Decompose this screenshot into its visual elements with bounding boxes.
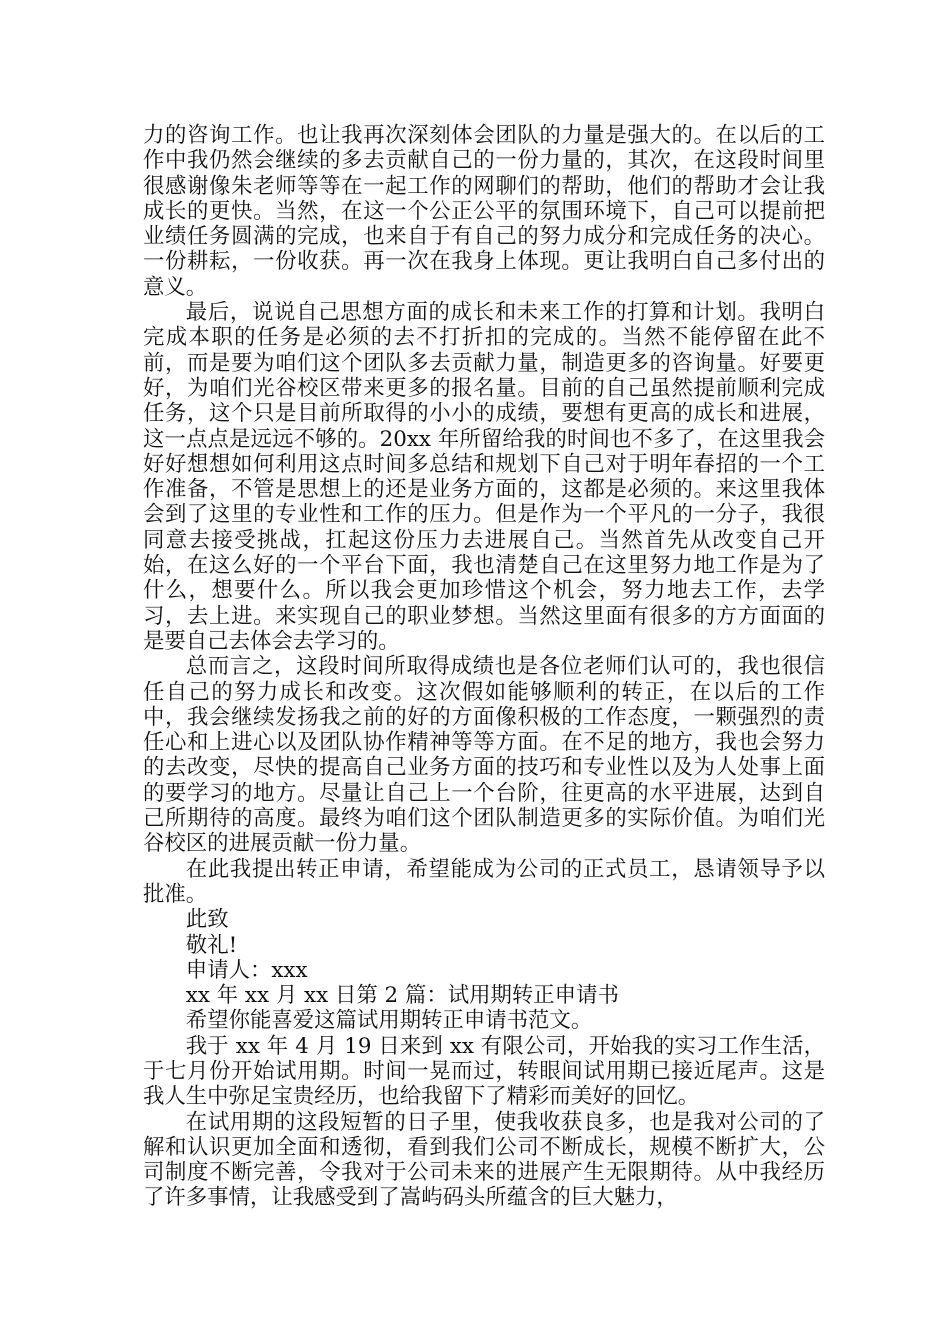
- paragraph-teamwork: 力的咨询工作。也让我再次深刻体会团队的力量是强大的。在以后的工作中我仍然会继续的多去贡献自己的一份力量的，其次，在这段时间里很感谢像朱老师等等在一起工作的网聊们的帮助，他们的帮助才会让我成长的更快。当然，在这一个公正公平的氛围环境下，自己可以提前把业绩任务圆满的完成，也来自于有自己的努力成分和完成任务的决心。一份耕耘，一份收获。再一次在我身上体现。更让我明白自己多付出的意义。: [143, 123, 825, 300]
- paragraph-future-plans: 最后，说说自己思想方面的成长和未来工作的打算和计划。我明白完成本职的任务是必须的去不打折扣的完成的。当然不能停留在此不前，而是要为咱们这个团队多去贡献力量，制造更多的咨询量。好要更好，为咱们光谷校区带来更多的报名量。目前的自己虽然提前顺利完成任务，这个只是目前所取得的小小的成绩，要想有更高的成长和进展，这一点点是远远不够的。20xx 年所留给我的时间也不多了，在这里我会好好想想如何利用这点时间多总结和规划下自己对于明年春招的一个工作准备，不管是思想上的还是业务方面的，这都是必须的。来这里我体会到了这里的专业性和工作的压力。但是作为一个平凡的一分子，我很同意去接受挑战，扛起这份压力去进展自己。当然首先从改变自己开始，在这么好的一个平台下面，我也清楚自己在这里努力地工作是为了什么，想要什么。所以我会更加珍惜这个机会，努力地去工作，去学习，去上进。来实现自己的职业梦想。当然这里面有很多的方方面面的是要自己去体会去学习的。: [143, 300, 825, 654]
- intro-line: 希望你能喜爱这篇试用期转正申请书范文。: [185, 1008, 593, 1034]
- document-body: [143, 123, 825, 1211]
- paragraph-joining: 我于 xx 年 4 月 19 日来到 xx 有限公司，开始我的实习工作生活，于七月份开始试用期。时间一晃而过，转眼间试用期已接近尾声。这是我人生中弥足宝贵经历，也给我留下了精彩而美好的回忆。: [143, 1033, 825, 1110]
- paragraph-probation: 在试用期的这段短暂的日子里，使我收获良多，也是我对公司的了解和认识更加全面和透彻，看到我们公司不断成长，规模不断扩大，公司制度不断完善，令我对于公司未来的进展产生无限期待。从中我经历了许多事情，让我感受到了嵩屿码头所蕴含的巨大魅力，: [143, 1109, 825, 1211]
- paragraph-conclusion: 总而言之，这段时间所取得成绩也是各位老师们认可的，我也很信任自己的努力成长和改变。这次假如能够顺利的转正，在以后的工作中，我会继续发扬我之前的好的方面像积极的工作态度，一颗强烈的责任心和上进心以及团队协作精神等等方面。在不足的地方，我也会努力的去改变，尽快的提高自己业务方面的技巧和专业性以及为人处事上面的要学习的地方。尽量让自己上一个台阶，往更高的水平进展，达到自己所期待的高度。最终为咱们这个团队制造更多的实际价值。为咱们光谷校区的进展贡献一份力量。: [143, 654, 825, 857]
- date-and-next-title: xx 年 xx 月 xx 日第 2 篇：试用期转正申请书: [185, 983, 619, 1009]
- closing-regards: 敬礼!: [185, 932, 238, 958]
- applicant-line: 申请人：xxx: [185, 957, 308, 983]
- paragraph-request: 在此我提出转正申请，希望能成为公司的正式员工，恳请领导予以批准。: [143, 856, 825, 907]
- closing-salutation: 此致: [185, 907, 229, 933]
